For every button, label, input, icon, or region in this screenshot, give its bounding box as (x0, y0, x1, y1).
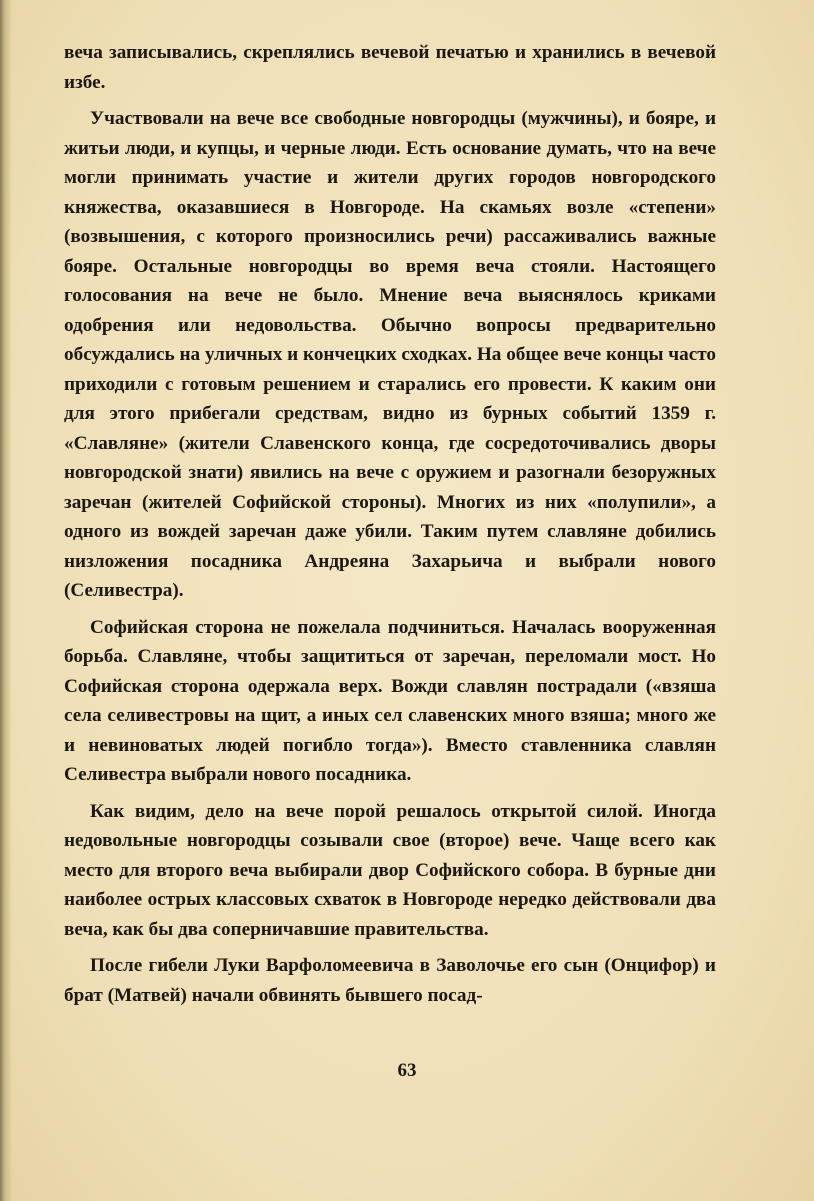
paragraph-4: Как видим, дело на вече порой решалось открытой силой. Иногда недовольные новгородцы созывали свое (второе) вече. Чаще всего как место для второго веча выбирали двор Софийского собора. В бурные дни наиболее острых классовых схваток в Новгороде нередко действовали два веча, как бы два соперничавшие правительства. (64, 800, 716, 940)
page-binding-edge (0, 0, 12, 1201)
paragraph-1: веча записывались, скреплялись вечевой печатью и хранились в вечевой избе. (64, 42, 716, 93)
paragraph-2: Участвовали на вече все свободные новгородцы (мужчины), и бояре, и житьи люди, и купцы, и черные люди. Есть основание думать, что на вече могли принимать участие и жители других городов новгородского княжества, оказавшиеся в Новгороде. На скамьях возле «степени» (возвышения, с которого произносились речи) рассаживались важные бояре. Остальные новгородцы во время веча стояли. Настоящего голосования на вече не было. Мнение веча выяснялось криками одобрения или недовольства. Обычно вопросы предварительно обсуждались на уличных и кончецких сходках. На общее вече концы часто приходили с готовым решением и старались его провести. К каким они для этого прибегали средствам, видно из бурных событий 1359 г. «Славляне» (жители Славенского конца, где сосредоточивались дворы новгородской знати) явились на вече с оружием и разогнали безоружных заречан (жителей Софийской стороны). Многих из них «полупили», а одного из вождей заречан даже убили. Таким путем славляне добились низложения посадника Андреяна Захарьича и выбрали нового (Селивестра). (64, 108, 716, 601)
page-number: 63 (397, 1060, 417, 1081)
paragraph-3: Софийская сторона не пожелала подчиниться. Началась вооруженная борьба. Славляне, чтобы защититься от заречан, переломали мост. Но Софийская сторона одержала верх. Вожди славлян пострадали («взяша села селивестровы на щит, а иных сел славенских много взяша; много же и невиноватых людей погибло тогда»). Вместо ставленника славлян Селивестра выбрали нового посадника. (64, 616, 716, 785)
body-text (64, 38, 716, 1017)
paragraph-5: После гибели Луки Варфоломеевича в Заволочье его сын (Онцифор) и брат (Матвей) начали обвинять бывшего посад- (64, 955, 716, 1006)
